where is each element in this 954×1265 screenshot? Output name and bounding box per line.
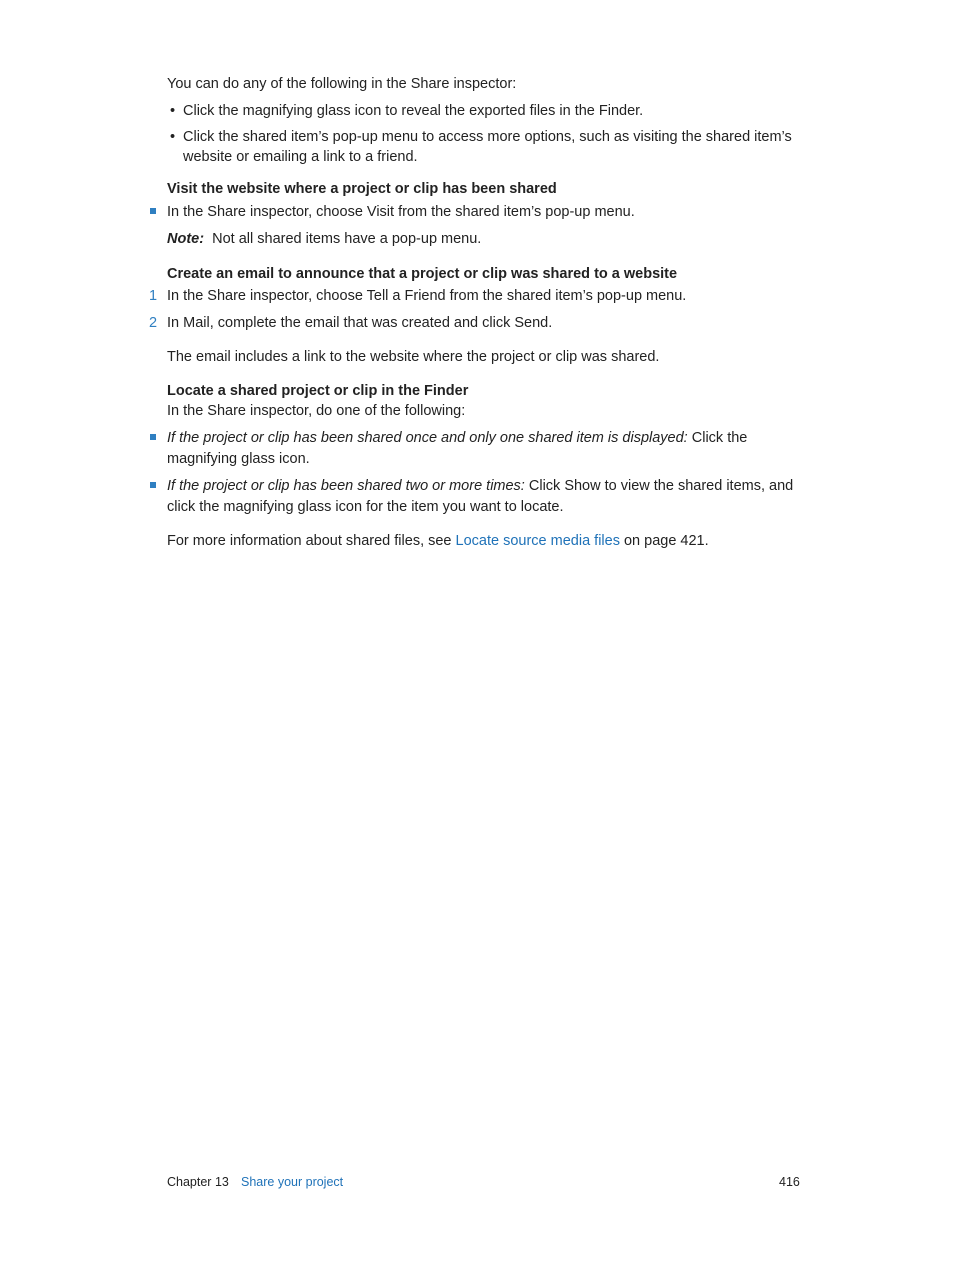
locate-item-condition: If the project or clip has been shared once and only one shared item is displayed: <box>167 430 688 446</box>
email-step: In Mail, complete the email that was created and click Send. <box>167 315 553 331</box>
email-step: In the Share inspector, choose Tell a Friend from the shared item’s pop-up menu. <box>167 288 687 304</box>
locate-item <box>167 476 793 496</box>
locate-item-condition: If the project or clip has been shared two or more times: <box>167 478 525 494</box>
locate-item-action: Click the <box>687 430 748 446</box>
email-followup: The email includes a link to the website where the project or clip was shared. <box>167 349 660 365</box>
locate-item <box>167 428 747 448</box>
square-bullet-icon <box>150 208 156 214</box>
intro-text: You can do any of the following in the Share inspector: <box>167 76 517 92</box>
note-label: Note: <box>167 231 205 247</box>
locate-source-media-link[interactable]: Locate source media files <box>455 533 620 549</box>
page-number: 416 <box>779 1175 800 1189</box>
more-info-prefix: For more information about shared files, see <box>167 533 456 549</box>
bullet-item: Click the shared item’s pop-up menu to access more options, such as visiting the shared item’s <box>183 129 792 145</box>
locate-item-continued: click the magnifying glass icon for the item you want to locate. <box>167 499 564 515</box>
locate-item-continued: magnifying glass icon. <box>167 451 310 467</box>
step-number: 1 <box>149 288 158 304</box>
section-heading-email: Create an email to announce that a project or clip was shared to a website <box>167 266 678 282</box>
visit-step: In the Share inspector, choose Visit from the shared item’s pop-up menu. <box>167 204 635 220</box>
more-info-suffix: on page 421. <box>619 533 709 549</box>
footer-chapter-link[interactable]: Share your project <box>241 1175 344 1189</box>
footer-chapter: Chapter 13 <box>167 1175 229 1189</box>
section-heading-visit: Visit the website where a project or clip has been shared <box>167 181 557 197</box>
note <box>167 229 481 249</box>
locate-item-action: Click Show to view the shared items, and <box>524 478 794 494</box>
locate-subheading: In the Share inspector, do one of the following: <box>167 403 466 419</box>
bullet-item-continued: website or emailing a link to a friend. <box>183 149 418 165</box>
section-heading-locate: Locate a shared project or clip in the Finder <box>167 383 469 399</box>
square-bullet-icon <box>150 434 156 440</box>
note-text: Not all shared items have a pop-up menu. <box>212 231 482 247</box>
bullet-item: Click the magnifying glass icon to reveal the exported files in the Finder. <box>183 103 644 119</box>
bullet-dot-icon: • <box>170 129 176 145</box>
step-number: 2 <box>149 315 158 331</box>
bullet-dot-icon: • <box>170 103 176 119</box>
square-bullet-icon <box>150 482 156 488</box>
more-info <box>167 531 709 551</box>
